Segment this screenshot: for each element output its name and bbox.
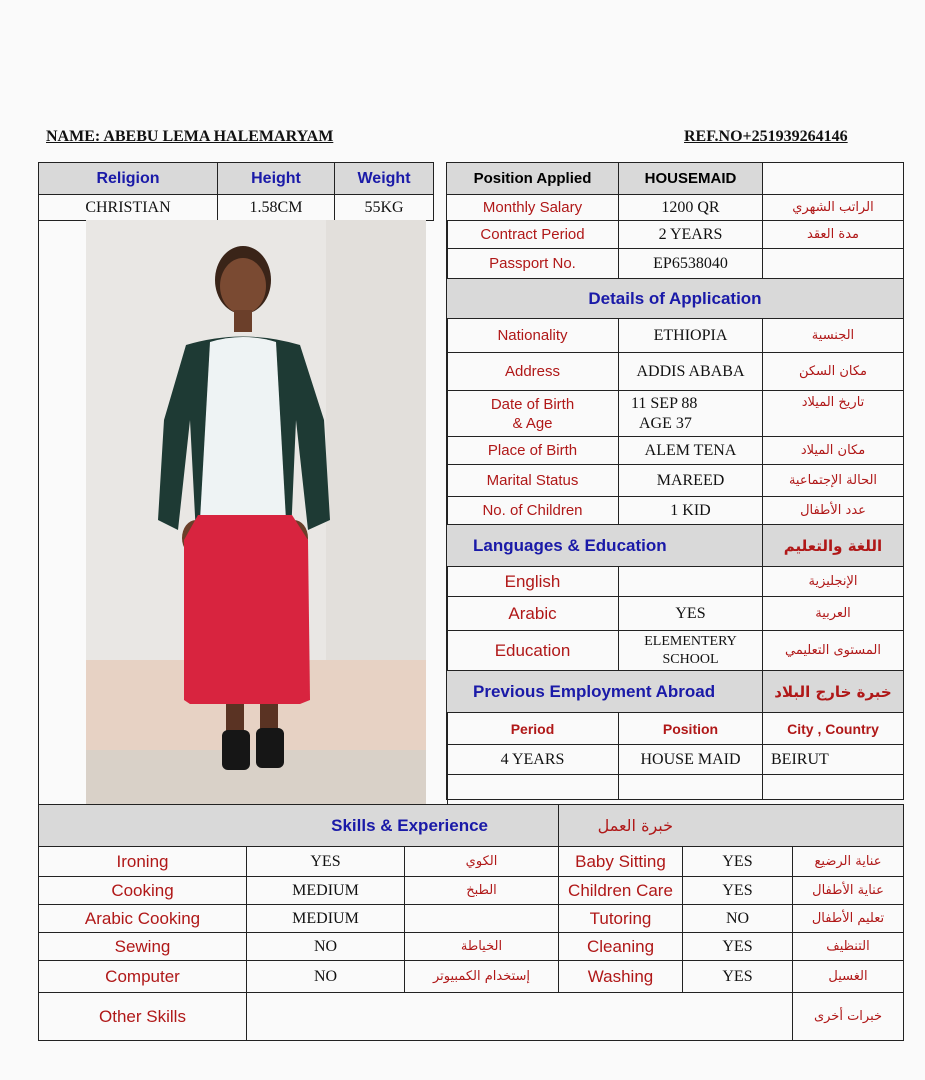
weight-value: 55KG bbox=[335, 195, 434, 221]
passport-extra-cell bbox=[763, 249, 904, 279]
city-country-header: City , Country bbox=[763, 713, 904, 745]
arabic-value: YES bbox=[619, 597, 763, 631]
dob-value: 11 SEP 88 AGE 37 bbox=[619, 391, 763, 437]
other-skills-ar: خبرات أخرى bbox=[793, 993, 904, 1041]
marital-ar: الحالة الإجتماعية bbox=[763, 465, 904, 497]
skill-tutoring-ar: تعليم الأطفال bbox=[793, 905, 904, 933]
employment-title-ar: خبرة خارج البلاد bbox=[763, 671, 904, 713]
skill-arabic-cooking-value: MEDIUM bbox=[247, 905, 405, 933]
skill-ironing-value: YES bbox=[247, 847, 405, 877]
skills-title: Skills & Experience bbox=[39, 805, 559, 847]
skill-sewing-ar: الخياطة bbox=[405, 933, 559, 961]
employment-period: 4 YEARS bbox=[447, 745, 619, 775]
skill-tutoring-label: Tutoring bbox=[559, 905, 683, 933]
skill-computer-label: Computer bbox=[39, 961, 247, 993]
marital-label: Marital Status bbox=[447, 465, 619, 497]
skill-childcare-value: YES bbox=[683, 877, 793, 905]
salary-label: Monthly Salary bbox=[447, 195, 619, 221]
skill-ironing-ar: الكوي bbox=[405, 847, 559, 877]
position-header: Position bbox=[619, 713, 763, 745]
employment-position: HOUSE MAID bbox=[619, 745, 763, 775]
children-ar: عدد الأطفال bbox=[763, 497, 904, 525]
position-value: HOUSEMAID bbox=[619, 163, 763, 195]
address-ar: مكان السكن bbox=[763, 353, 904, 391]
application-details-table bbox=[446, 162, 904, 800]
education-value: ELEMENTERY SCHOOL bbox=[619, 631, 763, 671]
skill-childcare-ar: عناية الأطفال bbox=[793, 877, 904, 905]
english-label: English bbox=[447, 567, 619, 597]
education-label: Education bbox=[447, 631, 619, 671]
nationality-value: ETHIOPIA bbox=[619, 319, 763, 353]
details-title: Details of Application bbox=[447, 279, 904, 319]
birthplace-label: Place of Birth bbox=[447, 437, 619, 465]
skill-washing-label: Washing bbox=[559, 961, 683, 993]
skill-arabic-cooking-label: Arabic Cooking bbox=[39, 905, 247, 933]
education-ar: المستوى التعليمي bbox=[763, 631, 904, 671]
reference-number: REF.NO+251939264146 bbox=[684, 128, 848, 145]
person-photo-illustration bbox=[86, 220, 426, 804]
marital-value: MAREED bbox=[619, 465, 763, 497]
skill-cleaning-ar: التنظيف bbox=[793, 933, 904, 961]
period-header: Period bbox=[447, 713, 619, 745]
passport-label: Passport No. bbox=[447, 249, 619, 279]
employment-title: Previous Employment Abroad bbox=[447, 671, 763, 713]
skill-ironing-label: Ironing bbox=[39, 847, 247, 877]
english-value bbox=[619, 567, 763, 597]
birthplace-ar: مكان الميلاد bbox=[763, 437, 904, 465]
contract-ar: مدة العقد bbox=[763, 221, 904, 249]
skill-cleaning-label: Cleaning bbox=[559, 933, 683, 961]
height-value: 1.58CM bbox=[218, 195, 335, 221]
skill-computer-ar: إستخدام الكمبيوتر bbox=[405, 961, 559, 993]
religion-value: CHRISTIAN bbox=[39, 195, 218, 221]
employment-city: BEIRUT bbox=[763, 745, 904, 775]
position-label: Position Applied bbox=[447, 163, 619, 195]
skills-title-ar: خبرة العمل bbox=[559, 805, 904, 847]
skill-cleaning-value: YES bbox=[683, 933, 793, 961]
skill-cooking-ar: الطبخ bbox=[405, 877, 559, 905]
applicant-name: NAME: ABEBU LEMA HALEMARYAM bbox=[46, 128, 334, 145]
skill-sewing-value: NO bbox=[247, 933, 405, 961]
contract-value: 2 YEARS bbox=[619, 221, 763, 249]
skill-babysitting-value: YES bbox=[683, 847, 793, 877]
religion-label: Religion bbox=[39, 163, 218, 195]
skill-babysitting-label: Baby Sitting bbox=[559, 847, 683, 877]
skill-cooking-label: Cooking bbox=[39, 877, 247, 905]
height-label: Height bbox=[218, 163, 335, 195]
contract-label: Contract Period bbox=[447, 221, 619, 249]
children-value: 1 KID bbox=[619, 497, 763, 525]
skill-cooking-value: MEDIUM bbox=[247, 877, 405, 905]
skill-sewing-label: Sewing bbox=[39, 933, 247, 961]
weight-label: Weight bbox=[335, 163, 434, 195]
arabic-label: Arabic bbox=[447, 597, 619, 631]
salary-value: 1200 QR bbox=[619, 195, 763, 221]
arabic-ar: العربية bbox=[763, 597, 904, 631]
passport-value: EP6538040 bbox=[619, 249, 763, 279]
skill-washing-value: YES bbox=[683, 961, 793, 993]
skill-childcare-label: Children Care bbox=[559, 877, 683, 905]
address-value: ADDIS ABABA bbox=[619, 353, 763, 391]
dob-ar: تاريخ الميلاد bbox=[763, 391, 904, 437]
skill-washing-ar: الغسيل bbox=[793, 961, 904, 993]
english-ar: الإنجليزية bbox=[763, 567, 904, 597]
nationality-label: Nationality bbox=[447, 319, 619, 353]
salary-ar: الراتب الشهري bbox=[763, 195, 904, 221]
basic-info-table bbox=[38, 162, 434, 221]
empty-cell bbox=[447, 775, 619, 800]
skill-arabic-cooking-ar bbox=[405, 905, 559, 933]
skills-table bbox=[38, 804, 904, 1041]
position-extra-cell bbox=[763, 163, 904, 195]
dob-label: Date of Birth & Age bbox=[447, 391, 619, 437]
other-skills-value bbox=[247, 993, 793, 1041]
skill-tutoring-value: NO bbox=[683, 905, 793, 933]
nationality-ar: الجنسية bbox=[763, 319, 904, 353]
empty-cell bbox=[763, 775, 904, 800]
skill-babysitting-ar: عناية الرضيع bbox=[793, 847, 904, 877]
birthplace-value: ALEM TENA bbox=[619, 437, 763, 465]
address-label: Address bbox=[447, 353, 619, 391]
applicant-photo bbox=[86, 220, 426, 804]
languages-title-ar: اللغة والتعليم bbox=[763, 525, 904, 567]
other-skills-label: Other Skills bbox=[39, 993, 247, 1041]
empty-cell bbox=[619, 775, 763, 800]
children-label: No. of Children bbox=[447, 497, 619, 525]
languages-title: Languages & Education bbox=[447, 525, 763, 567]
skill-computer-value: NO bbox=[247, 961, 405, 993]
